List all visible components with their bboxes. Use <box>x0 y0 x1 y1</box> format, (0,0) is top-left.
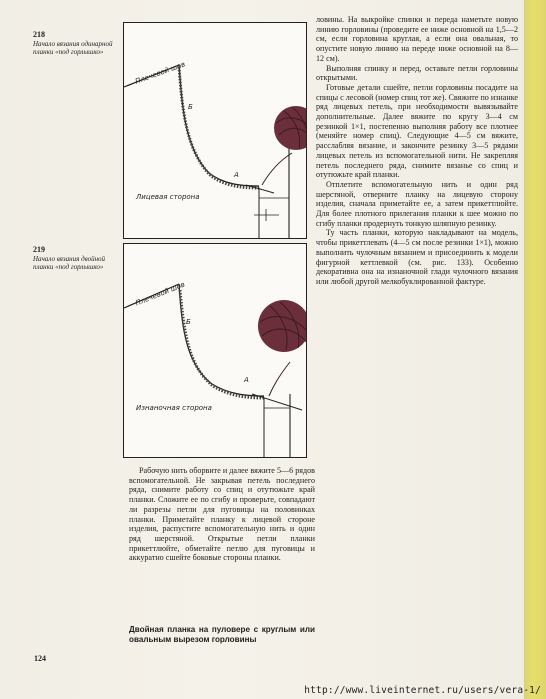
figure-218-label-b: Б <box>188 103 193 111</box>
figure-219-illustration <box>123 243 307 458</box>
source-url: http://www.liveinternet.ru/users/vera-1/ <box>304 685 541 696</box>
figure-218-drawing <box>124 23 306 238</box>
bottom-text-column <box>129 466 315 563</box>
figure-218-illustration <box>123 22 307 239</box>
section-heading: Двойная планка на пуловере с круглым или овальным вырезом горловины <box>129 625 315 644</box>
figure-219-side-label: Изнаночная сторона <box>136 404 212 412</box>
figure-219-number: 219 <box>33 245 45 254</box>
right-text-column <box>316 15 518 287</box>
figure-218-side-label: Лицевая сторона <box>136 193 200 201</box>
figure-218-caption: Начало вязания одинарной планки «под горлышко» <box>33 40 113 56</box>
paragraph: Выполняя спинку и перед, оставьте петли горловины открытыми. <box>316 63 518 83</box>
paragraph: Готовые детали сшейте, петли горловины посадите на спицы с лесовой (номер спиц тот же). Свяжите по изнанке ряд лицевых петель, при необходимости вывязывайте дополнительные. Далее вяжите по кругу 3—4 см резинкой 1×1, постепенно выполняя работу все плотнее (меняйте номер спиц). Следующие 4—5 см вяжите, расслабляя вязание, и закончите резинку 3—5 рядами лицевых петель из вспомогательной нити. Не закрепляя петель последнего ряда, снимите вязанье со спиц и отутюжьте край планки. <box>316 82 518 180</box>
figure-219-shoulder-label: Плечевой шов <box>134 280 187 308</box>
paragraph: Ту часть планки, которую накладывают на модель, чтобы прикеттлевать (4—5 см после резинки 1×1), можно выполнить чулочным вязанием и присоединить к модели фигурной кеттлевкой (см. рис. 133). Особенно декоративна она на изнаночной глади чулочного вязания или любой другой мелкобуклированной фактуре. <box>316 228 518 286</box>
page-edge <box>524 0 546 699</box>
paragraph: ловины. На выкройке спинки и переда наметьте новую линию горловины (проведите ее ниже основной на 1,5—2 см, если горловина круглая, а если она овальная, то опустите новую линию на переде ниже основной на 8—12 см). <box>316 15 518 63</box>
figure-218-label-a: А <box>234 171 239 179</box>
page-number: 124 <box>34 654 46 663</box>
figure-219-caption: Начало вязания двойной планки «под горлышко» <box>33 255 106 271</box>
figure-219-label-a: А <box>244 376 249 384</box>
figure-219-drawing <box>124 244 306 457</box>
figure-218-shoulder-label: Плечевой шов <box>134 60 187 86</box>
paragraph: Рабочую нить оборвите и далее вяжите 5—6 рядов вспомогательной. Не закрывая петель последнего ряда, снимите работу со спиц и отутюжьте край планки. Сложите ее по сгибу и проверьте, совпадают ли разрезы петли для пуговицы на половинках планки. Приметайте планку к лицевой стороне изделия, распустите вспомогательную нить и один ряд шерстяной. Открытые петли планки прикеттлюйте, обметайте петлю для пуговицы и аккуратно сшейте боковые стороны планки. <box>129 466 315 563</box>
figure-218-number: 218 <box>33 30 45 39</box>
paragraph: Отплетите вспомогательную нить и один ряд шерстяной, отверните планку на лицевую сторону изделия, сначала приметайте ее, а затем прикеттлюйте. Для более плотного прилегания планки к шее можно по сгибу планки продернуть тонкую шляпную резинку. <box>316 179 518 228</box>
figure-219-label-b: Б <box>186 318 191 326</box>
